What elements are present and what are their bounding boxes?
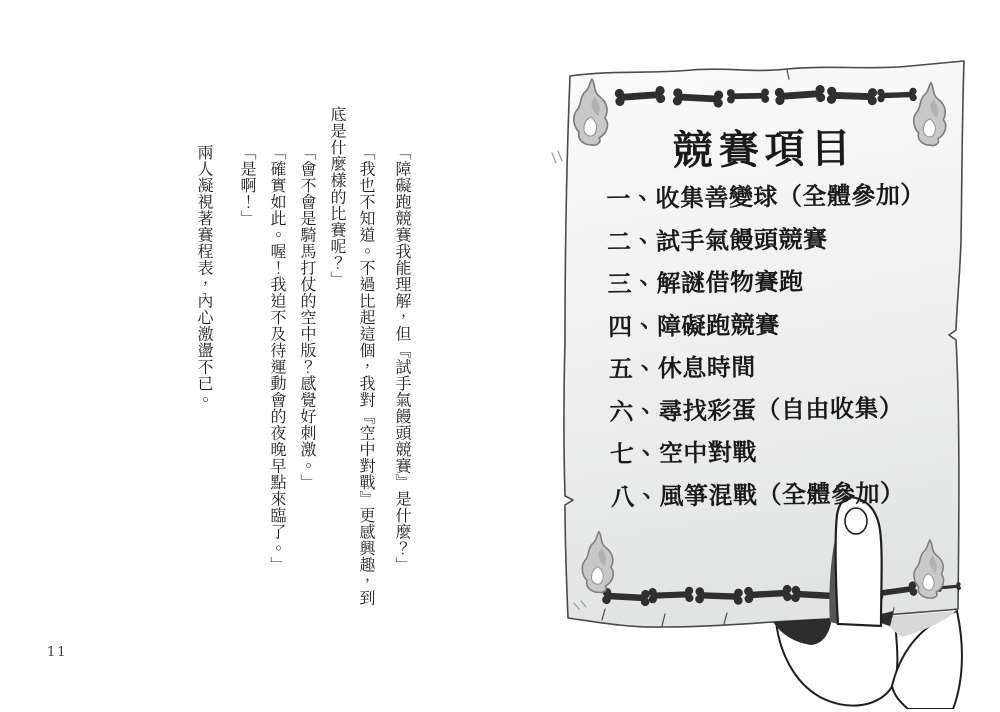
poster-item: 一、收集善變球（全體參加） [606, 180, 926, 214]
poster-paper [564, 61, 964, 627]
poster-item: 二、試手氣饅頭競賽 [606, 224, 828, 256]
story-paragraph: 「確實如此。喔！我迫不及待運動會的夜晚早點來臨了。」 [268, 144, 287, 573]
story-paragraph: 「是啊！」 [238, 144, 257, 227]
poster-title: 競賽項目 [672, 125, 858, 175]
story-paragraph: 「障礙跑競賽我能理解，但『試手氣饅頭競賽』是什麼？」 [393, 144, 412, 573]
thumbnail [845, 508, 867, 534]
poster-item: 三、解謎借物賽跑 [607, 267, 804, 299]
story-paragraph: 「會不會是騎馬打仗的空中版？感覺好刺激。」 [298, 144, 317, 491]
story-paragraph: 兩人凝視著賽程表，內心激盪不已。 [195, 144, 214, 408]
page-number: 11 [47, 645, 68, 660]
poster-item: 七、空中對戰 [609, 438, 758, 469]
story-paragraph: 「我也不知道。不過比起這個，我對『空中對戰』更感興趣，到底是什麼樣的比賽呢？」 [328, 106, 376, 606]
story-text [190, 106, 417, 611]
poster-item: 四、障礙跑競賽 [607, 310, 780, 341]
poster-item: 八、風箏混戰（全體參加） [610, 478, 905, 511]
poster-illustration [540, 50, 1000, 709]
poster-item: 六、尋找彩蛋（自由收集） [609, 393, 904, 426]
poster-item: 五、休息時間 [608, 353, 756, 384]
